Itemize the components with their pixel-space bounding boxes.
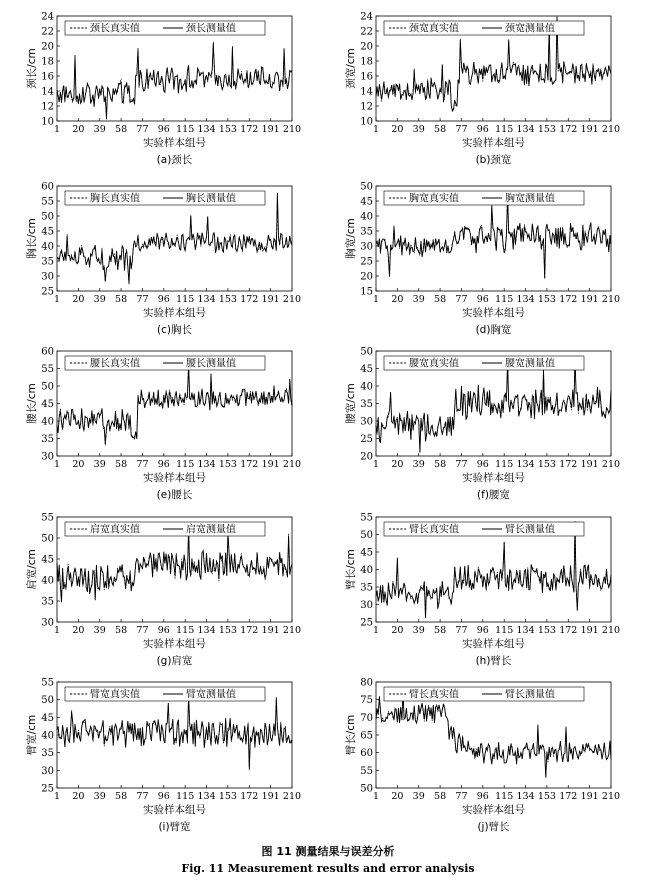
x-tick-label: 210 [601, 791, 621, 802]
panel-caption: (g)肩宽 [156, 655, 193, 667]
x-tick-label: 20 [391, 625, 404, 636]
panel-caption: (i)臂宽 [158, 821, 191, 833]
y-axis-label: 臂长/cm [345, 549, 357, 590]
x-tick-label: 191 [580, 124, 599, 135]
x-tick-label: 115 [176, 625, 195, 636]
y-tick-label: 22 [360, 26, 373, 38]
legend-label-true: 胸宽真实值 [409, 193, 459, 205]
x-tick-label: 115 [176, 294, 195, 305]
x-tick-label: 134 [516, 625, 535, 636]
x-tick-label: 172 [559, 294, 578, 305]
y-tick-label: 35 [360, 226, 373, 238]
x-axis-label: 实验样本组号 [462, 638, 525, 650]
x-tick-label: 58 [115, 124, 128, 135]
y-tick-label: 20 [41, 41, 54, 53]
y-tick-label: 50 [41, 381, 54, 393]
x-tick-label: 115 [495, 625, 514, 636]
y-tick-label: 14 [41, 86, 54, 98]
x-tick-label: 210 [601, 294, 621, 305]
x-tick-label: 58 [434, 625, 447, 636]
x-tick-label: 96 [157, 124, 170, 135]
chart-panel-1 [26, 12, 301, 167]
x-tick-label: 58 [115, 791, 128, 802]
x-tick-label: 191 [580, 294, 599, 305]
x-tick-label: 115 [176, 459, 195, 470]
y-tick-label: 50 [360, 783, 373, 795]
x-tick-label: 58 [434, 791, 447, 802]
y-axis-label: 臂长/cm [345, 714, 357, 756]
x-tick-label: 134 [197, 791, 216, 802]
x-tick-label: 20 [72, 791, 85, 802]
x-tick-label: 96 [476, 294, 489, 305]
x-tick-label: 77 [455, 459, 468, 470]
y-tick-label: 50 [41, 695, 54, 707]
y-tick-label: 20 [360, 271, 373, 283]
x-tick-label: 39 [412, 459, 425, 470]
y-tick-label: 40 [360, 211, 373, 223]
x-tick-label: 58 [115, 459, 128, 470]
x-tick-label: 39 [93, 791, 106, 802]
y-tick-label: 40 [41, 730, 54, 742]
x-tick-label: 96 [476, 124, 489, 135]
legend-label-measured: 胸长测量值 [186, 193, 236, 205]
x-tick-label: 210 [282, 625, 302, 636]
x-tick-label: 77 [455, 791, 468, 802]
x-tick-label: 96 [157, 459, 170, 470]
x-tick-label: 96 [476, 791, 489, 802]
chart-panel-7 [25, 513, 301, 668]
x-tick-label: 1 [372, 459, 380, 470]
y-tick-label: 80 [360, 677, 373, 689]
x-tick-label: 20 [72, 625, 85, 636]
legend-label-measured: 臂长测量值 [505, 689, 555, 701]
y-tick-label: 60 [360, 748, 373, 760]
x-tick-label: 210 [282, 791, 302, 802]
x-tick-label: 172 [240, 459, 259, 470]
y-tick-label: 30 [360, 241, 373, 253]
x-tick-label: 134 [197, 625, 216, 636]
x-tick-label: 20 [72, 294, 85, 305]
x-tick-label: 115 [495, 124, 514, 135]
y-tick-label: 55 [41, 364, 54, 375]
x-tick-label: 115 [176, 791, 195, 802]
x-axis-label: 实验样本组号 [143, 307, 206, 319]
x-tick-label: 58 [115, 294, 128, 305]
y-tick-label: 55 [360, 512, 373, 524]
chart-panel-10 [344, 678, 620, 834]
x-tick-label: 172 [559, 459, 578, 470]
x-axis-label: 实验样本组号 [462, 472, 525, 484]
x-tick-label: 210 [282, 459, 302, 470]
x-tick-label: 153 [537, 124, 556, 135]
y-tick-label: 25 [41, 783, 54, 795]
y-tick-label: 55 [41, 677, 54, 689]
x-tick-label: 1 [372, 294, 380, 305]
chart-panel-3 [25, 182, 301, 337]
panel-caption: (d)胸宽 [475, 324, 512, 336]
x-tick-label: 1 [372, 791, 380, 802]
x-axis-label: 实验样本组号 [143, 137, 206, 149]
y-tick-label: 35 [360, 399, 373, 410]
y-tick-label: 40 [41, 241, 54, 253]
x-tick-label: 134 [197, 124, 216, 135]
x-tick-label: 39 [93, 459, 106, 470]
legend-label-true: 颈长真实值 [90, 23, 140, 35]
x-tick-label: 1 [53, 294, 61, 305]
x-tick-label: 77 [136, 625, 149, 636]
y-tick-label: 55 [360, 765, 373, 777]
x-tick-label: 191 [261, 294, 280, 305]
y-tick-label: 35 [41, 748, 54, 760]
series-line-measured [376, 690, 611, 777]
legend-label-measured: 颈宽测量值 [505, 23, 555, 35]
x-axis-label: 实验样本组号 [143, 804, 206, 816]
y-tick-label: 35 [41, 596, 54, 608]
x-tick-label: 77 [136, 791, 149, 802]
legend-label-measured: 胸宽测量值 [505, 193, 555, 205]
y-tick-label: 35 [41, 256, 54, 268]
x-tick-label: 191 [580, 625, 599, 636]
legend-label-true: 臂长真实值 [409, 689, 459, 701]
y-tick-label: 16 [41, 71, 54, 83]
panel-caption: (a)颈长 [156, 154, 193, 166]
panel-caption: (b)颈宽 [475, 154, 512, 166]
y-axis-label: 胸宽/cm [345, 218, 357, 259]
x-tick-label: 153 [537, 459, 556, 470]
x-tick-label: 58 [115, 625, 128, 636]
x-tick-label: 77 [455, 625, 468, 636]
series-line-true [57, 195, 292, 285]
y-tick-label: 18 [41, 56, 54, 68]
x-tick-label: 153 [218, 625, 237, 636]
x-tick-label: 191 [261, 625, 280, 636]
y-tick-label: 24 [41, 11, 54, 23]
x-tick-label: 1 [53, 791, 61, 802]
y-tick-label: 35 [41, 434, 54, 445]
y-tick-label: 40 [41, 416, 54, 428]
legend-label-true: 臂宽真实值 [90, 689, 140, 701]
y-tick-label: 20 [360, 451, 373, 463]
panel-caption: (f)腰宽 [477, 489, 510, 501]
y-tick-label: 70 [360, 712, 373, 724]
y-axis-label: 颈宽/cm [345, 48, 357, 89]
x-tick-label: 39 [93, 294, 106, 305]
x-tick-label: 210 [601, 124, 621, 135]
x-tick-label: 96 [157, 791, 170, 802]
y-tick-label: 30 [360, 600, 373, 611]
x-tick-label: 77 [455, 294, 468, 305]
y-tick-label: 60 [41, 181, 54, 193]
y-tick-label: 18 [360, 56, 373, 68]
x-tick-label: 39 [412, 791, 425, 802]
x-tick-label: 20 [391, 294, 404, 305]
x-tick-label: 115 [495, 791, 514, 802]
legend-label-measured: 肩宽测量值 [186, 524, 236, 536]
series-line-measured [57, 527, 292, 602]
x-tick-label: 153 [537, 791, 556, 802]
legend-label-true: 腰长真实值 [90, 358, 140, 370]
legend-label-measured: 臂宽测量值 [186, 689, 236, 701]
x-tick-label: 39 [93, 625, 106, 636]
x-axis-label: 实验样本组号 [462, 137, 525, 149]
y-tick-label: 25 [360, 617, 373, 629]
y-tick-label: 45 [360, 547, 373, 559]
x-tick-label: 39 [412, 124, 425, 135]
y-tick-label: 55 [41, 196, 54, 208]
chart-panel-9 [25, 678, 301, 834]
x-tick-label: 153 [218, 124, 237, 135]
x-tick-label: 96 [476, 459, 489, 470]
x-tick-label: 1 [372, 124, 380, 135]
x-tick-label: 58 [434, 124, 447, 135]
series-line-measured [57, 363, 292, 444]
panel-caption: (c)胸长 [157, 324, 192, 336]
x-tick-label: 191 [261, 459, 280, 470]
y-tick-label: 25 [41, 286, 54, 298]
y-tick-label: 20 [360, 41, 373, 53]
x-tick-label: 1 [53, 124, 61, 135]
x-tick-label: 39 [412, 625, 425, 636]
legend-label-measured: 颈长测量值 [186, 23, 236, 35]
series-line-measured [376, 357, 611, 453]
y-tick-label: 45 [41, 399, 54, 410]
x-axis-label: 实验样本组号 [143, 472, 206, 484]
x-tick-label: 153 [218, 459, 237, 470]
y-tick-label: 25 [360, 256, 373, 268]
panel-caption: (j)臂长 [477, 821, 510, 833]
chart-panel-5 [26, 347, 301, 502]
figure-caption-en: Fig. 11 Measurement results and error analysis [181, 862, 475, 875]
y-tick-label: 45 [41, 226, 54, 238]
x-tick-label: 134 [516, 124, 535, 135]
x-tick-label: 20 [391, 124, 404, 135]
y-tick-label: 75 [360, 695, 373, 707]
legend-label-measured: 腰长测量值 [186, 358, 236, 370]
panel-caption: (h)臂长 [475, 655, 512, 667]
series-line-measured [57, 193, 292, 283]
x-tick-label: 77 [136, 124, 149, 135]
y-axis-label: 腰长/cm [26, 383, 38, 424]
legend-label-true: 颈宽真实值 [409, 23, 459, 35]
legend-label-measured: 臂长测量值 [505, 524, 555, 536]
y-axis-label: 腰宽/cm [345, 383, 357, 424]
x-tick-label: 191 [261, 791, 280, 802]
y-tick-label: 25 [360, 434, 373, 445]
y-axis-label: 肩宽/cm [26, 549, 38, 590]
x-tick-label: 115 [495, 459, 514, 470]
x-tick-label: 210 [601, 625, 621, 636]
y-tick-label: 45 [41, 712, 54, 724]
legend-label-true: 肩宽真实值 [90, 524, 140, 536]
y-tick-label: 40 [41, 575, 54, 587]
y-tick-label: 24 [360, 11, 373, 23]
y-tick-label: 10 [41, 116, 54, 128]
series-line-measured [376, 523, 611, 618]
x-tick-label: 77 [136, 459, 149, 470]
legend-label-measured: 腰宽测量值 [505, 358, 555, 370]
x-tick-label: 96 [157, 294, 170, 305]
x-tick-label: 1 [53, 625, 61, 636]
y-tick-label: 45 [41, 554, 54, 566]
x-tick-label: 20 [72, 459, 85, 470]
x-tick-label: 1 [372, 625, 380, 636]
x-tick-label: 172 [240, 124, 259, 135]
y-tick-label: 22 [41, 26, 54, 38]
series-line-true [376, 693, 611, 778]
y-tick-label: 50 [41, 533, 54, 545]
chart-panel-2 [344, 12, 620, 167]
x-axis-label: 实验样本组号 [143, 638, 206, 650]
x-tick-label: 172 [240, 791, 259, 802]
chart-panel-6 [344, 347, 620, 502]
legend-label-true: 胸长真实值 [90, 193, 140, 205]
x-tick-label: 39 [93, 124, 106, 135]
y-tick-label: 30 [360, 416, 373, 428]
y-tick-label: 12 [41, 101, 54, 113]
y-tick-label: 10 [360, 116, 373, 128]
y-tick-label: 40 [360, 381, 373, 393]
y-tick-label: 12 [360, 101, 373, 113]
x-tick-label: 58 [434, 294, 447, 305]
legend-label-true: 臂长真实值 [409, 524, 459, 536]
y-tick-label: 16 [360, 71, 373, 83]
y-tick-label: 40 [360, 565, 373, 576]
x-tick-label: 58 [434, 459, 447, 470]
x-tick-label: 172 [240, 625, 259, 636]
legend-label-true: 腰宽真实值 [409, 358, 459, 370]
chart-panel-8 [344, 513, 620, 668]
y-tick-label: 50 [360, 346, 373, 358]
y-tick-label: 35 [360, 582, 373, 594]
x-tick-label: 191 [580, 459, 599, 470]
x-axis-label: 实验样本组号 [462, 307, 525, 319]
x-tick-label: 77 [455, 124, 468, 135]
series-line-measured [376, 195, 611, 278]
series-line-measured [57, 43, 292, 119]
y-tick-label: 15 [360, 286, 373, 298]
y-tick-label: 50 [41, 211, 54, 223]
x-tick-label: 39 [412, 294, 425, 305]
x-tick-label: 134 [516, 791, 535, 802]
x-tick-label: 172 [559, 124, 578, 135]
chart-panel-4 [344, 182, 620, 337]
y-tick-label: 50 [360, 181, 373, 193]
x-tick-label: 210 [282, 294, 302, 305]
x-axis-label: 实验样本组号 [462, 804, 525, 816]
x-tick-label: 191 [580, 791, 599, 802]
x-tick-label: 77 [136, 294, 149, 305]
x-tick-label: 20 [72, 124, 85, 135]
x-tick-label: 20 [391, 459, 404, 470]
x-tick-label: 210 [601, 459, 621, 470]
x-tick-label: 134 [197, 459, 216, 470]
y-axis-label: 胸长/cm [26, 218, 38, 259]
y-tick-label: 30 [41, 451, 54, 463]
x-tick-label: 172 [559, 791, 578, 802]
x-tick-label: 153 [537, 294, 556, 305]
figure-caption-cn: 图 11 测量结果与误差分析 [261, 845, 395, 858]
y-tick-label: 60 [41, 346, 54, 358]
y-axis-label: 臂宽/cm [26, 714, 38, 756]
panel-caption: (e)腰长 [156, 489, 193, 501]
x-tick-label: 153 [218, 791, 237, 802]
x-tick-label: 172 [559, 625, 578, 636]
x-tick-label: 1 [53, 459, 61, 470]
x-tick-label: 96 [157, 625, 170, 636]
y-tick-label: 30 [41, 765, 54, 777]
y-tick-label: 30 [41, 271, 54, 283]
x-tick-label: 153 [537, 625, 556, 636]
series-line-true [57, 365, 292, 446]
x-tick-label: 172 [240, 294, 259, 305]
y-tick-label: 50 [360, 530, 373, 541]
y-tick-label: 45 [360, 364, 373, 375]
x-tick-label: 134 [516, 459, 535, 470]
x-tick-label: 210 [282, 124, 302, 135]
x-tick-label: 153 [218, 294, 237, 305]
y-tick-label: 55 [41, 512, 54, 524]
x-tick-label: 20 [391, 791, 404, 802]
y-tick-label: 65 [360, 730, 373, 742]
x-tick-label: 115 [176, 124, 195, 135]
y-tick-label: 14 [360, 86, 373, 98]
y-tick-label: 45 [360, 196, 373, 208]
x-tick-label: 134 [516, 294, 535, 305]
x-tick-label: 191 [261, 124, 280, 135]
y-tick-label: 30 [41, 617, 54, 629]
x-tick-label: 134 [197, 294, 216, 305]
y-axis-label: 颈长/cm [26, 48, 38, 89]
x-tick-label: 115 [495, 294, 514, 305]
x-tick-label: 96 [476, 625, 489, 636]
